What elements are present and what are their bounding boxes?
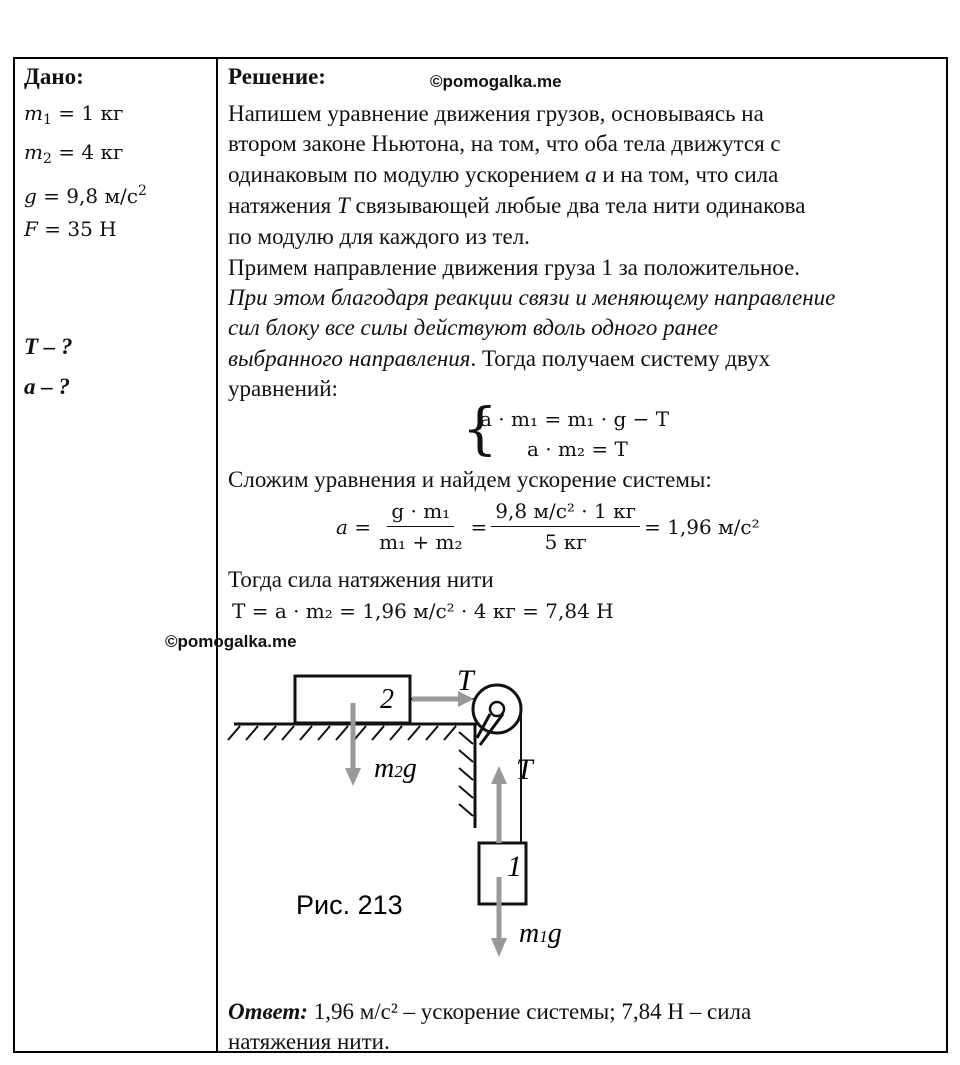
solution-line: выбранного направления. Тогда получаем систему двух [228,346,771,371]
figure-caption: Рис. 213 [296,890,403,920]
solution-line: втором законе Ньютона, на том, что оба тела движутся с [228,131,781,156]
given-header: Дано: [24,64,84,89]
system-brace: { [462,397,498,462]
equation-2: a · m₂ = T [527,437,628,461]
solution-line: Тогда сила натяжения нити [228,567,494,592]
equation-1: a · m₁ = m₁ · g − T [480,407,670,431]
solution-header: Решение: [228,64,326,89]
given-m2: $m_2 = 4$ кг [24,140,124,167]
answer-line: натяжения нити. [228,1029,390,1054]
given-m1: $m_1 = 1$ кг [24,101,124,128]
solution-line: сил блоку все силы действуют вдоль одного ранее [228,315,718,340]
table-hatching [228,726,456,740]
tension-formula: T = a · m₂ = 1,96 м/с² · 4 кг = 7,84 Н [232,599,614,623]
given-F: F = 35 Н [24,217,117,241]
acceleration-formula: a = $\frac{\text{g · m₁}}{\text{m₁ + m₂}}$ = $\frac{\text{9,8 м/с² · 1 кг}}{5 кг}$ = 1,96 м/с² [336,499,760,554]
given-g: g = 9,8 $м/с^2$ [24,183,147,208]
solution-line: Напишем уравнение движения грузов, основываясь на [228,101,764,126]
tension-label-horizontal: T [457,664,474,697]
block-1-label: 1 [507,850,522,883]
solution-line: по модулю для каждого из тел. [228,224,530,249]
gravity-label-block-2: m2g [374,753,417,784]
find-a: a – ? [24,374,70,399]
tension-label-vertical: T [516,753,533,786]
answer-line: Ответ: 1,96 м/с² – ускорение системы; 7,84 Н – сила [228,999,752,1024]
block-2-label: 2 [380,684,394,715]
solution-line: натяжения T связывающей любые два тела нити одинакова [228,193,806,218]
wall-hatching [459,732,473,816]
solution-line: Примем направление движения груза 1 за положительное. [228,255,801,280]
solution-line: одинаковым по модулю ускорением a и на том, что сила [228,162,779,187]
solution-line: При этом благодаря реакции связи и меняющему направление [228,285,836,310]
gravity-label-block-1: m1g [519,918,562,949]
find-T: T – ? [24,334,73,359]
solution-line: уравнений: [228,376,338,401]
solution-line: Сложим уравнения и найдем ускорение системы: [228,467,712,492]
watermark: ©pomogalka.me [430,72,562,91]
watermark: ©pomogalka.me [165,632,297,651]
